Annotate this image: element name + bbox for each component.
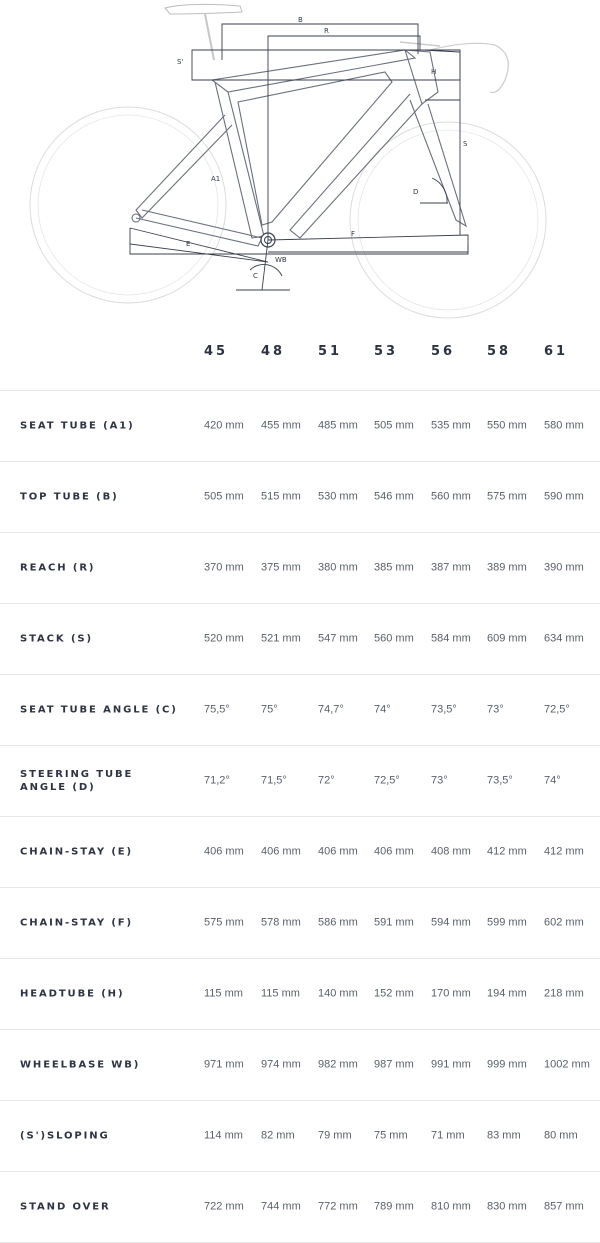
table-cell: 71,5° [261,774,287,787]
table-cell: 974 mm [261,1058,301,1071]
table-cell: 602 mm [544,916,584,929]
table-cell: 971 mm [204,1058,244,1071]
table-cell: 412 mm [544,845,584,858]
table-cell: 385 mm [374,561,414,574]
table-cell: 80 mm [544,1129,578,1142]
table-cell: 73° [487,703,504,716]
dim-F [268,235,468,252]
table-cell: 420 mm [204,419,244,432]
size-header-58: 58 [487,344,512,359]
frame [132,50,466,246]
row-label: SEAT TUBE ANGLE (C) [20,704,178,716]
table-cell: 82 mm [261,1129,295,1142]
table-cell: 991 mm [431,1058,471,1071]
table-cell: 586 mm [318,916,358,929]
table-cell: 789 mm [374,1200,414,1213]
table-cell: 406 mm [261,845,301,858]
rear-rim [38,115,221,295]
table-cell: 575 mm [487,490,527,503]
chain-stay [136,210,262,246]
dim-H [422,50,460,100]
table-cell: 634 mm [544,632,584,645]
table-cell: 580 mm [544,419,584,432]
dim-B [222,24,418,60]
row-label: STEERING TUBE ANGLE (D) [20,769,134,793]
table-cell: 455 mm [261,419,301,432]
table-cell: 389 mm [487,561,527,574]
table-row [0,604,600,675]
table-cell: 74,7° [318,703,344,716]
table-cell: 599 mm [487,916,527,929]
down-tube [290,94,422,238]
row-label: CHAIN-STAY (E) [20,846,134,858]
table-cell: 75° [261,703,278,716]
dim-D [420,178,448,203]
table-cell: 72,5° [374,774,400,787]
table-cell: 546 mm [374,490,414,503]
row-label: HEADTUBE (H) [20,988,125,1000]
seat-tube [215,82,264,238]
table-cell: 982 mm [318,1058,358,1071]
dim-C [236,240,290,290]
table-row [0,1172,600,1243]
row-label: STACK (S) [20,633,93,645]
table-cell: 72,5° [544,703,570,716]
row-label: STAND OVER [20,1201,111,1213]
size-header-53: 53 [374,344,399,359]
table-cell: 575 mm [204,916,244,929]
table-cell: 515 mm [261,490,301,503]
dim-letter-C: C [253,272,258,280]
dim-letter-F: F [351,230,356,238]
table-cell: 73,5° [431,703,457,716]
size-header-51: 51 [318,344,343,359]
table-row [0,533,600,604]
row-label: CHAIN-STAY (F) [20,917,134,929]
table-cell: 744 mm [261,1200,301,1213]
table-cell: 520 mm [204,632,244,645]
table-cell: 550 mm [487,419,527,432]
table-cell: 560 mm [431,490,471,503]
dim-S-prime [192,50,460,80]
rear-wheel [30,107,226,303]
table-row [0,888,600,959]
bike-geometry-diagram [0,0,600,330]
table-cell: 584 mm [431,632,471,645]
row-label: SEAT TUBE (A1) [20,420,135,432]
table-cell: 578 mm [261,916,301,929]
dim-letter-A1: A1 [211,175,221,183]
table-cell: 560 mm [374,632,414,645]
table-row [0,675,600,746]
table-cell: 75,5° [204,703,230,716]
table-cell: 114 mm [204,1129,243,1142]
size-header-48: 48 [261,344,286,359]
table-cell: 535 mm [431,419,471,432]
table-cell: 406 mm [318,845,358,858]
saddle [165,4,242,14]
geometry-table [0,330,600,1243]
table-cell: 140 mm [318,987,358,1000]
table-cell: 857 mm [544,1200,584,1213]
table-cell: 609 mm [487,632,527,645]
table-row [0,959,600,1030]
size-header-45: 45 [204,344,229,359]
table-cell: 79 mm [318,1129,352,1142]
table-cell: 218 mm [544,987,584,1000]
dim-letter-S: S [463,140,468,148]
table-cell: 485 mm [318,419,358,432]
table-cell: 999 mm [487,1058,527,1071]
seatpost [205,14,214,60]
table-cell: 375 mm [261,561,301,574]
row-label: TOP TUBE (B) [20,491,119,503]
dim-letter-WB: WB [275,256,287,264]
table-cell: 115 mm [204,987,243,1000]
table-cell: 71 mm [431,1129,465,1142]
dim-letter-S-prime: S' [177,58,184,66]
table-cell: 987 mm [374,1058,414,1071]
bike-frame-drawing [0,0,600,330]
table-cell: 73,5° [487,774,513,787]
table-cell: 830 mm [487,1200,527,1213]
table-cell: 722 mm [204,1200,244,1213]
dim-letter-B: B [298,16,303,24]
table-cell: 83 mm [487,1129,521,1142]
table-row [0,462,600,533]
table-cell: 115 mm [261,987,300,1000]
size-header-row [0,330,600,391]
table-cell: 75 mm [374,1129,408,1142]
front-rim [358,130,538,310]
table-cell: 390 mm [544,561,584,574]
table-cell: 74° [544,774,561,787]
table-cell: 1002 mm [544,1058,590,1071]
table-cell: 170 mm [431,987,471,1000]
table-cell: 73° [431,774,448,787]
table-cell: 505 mm [374,419,414,432]
head-tube [405,50,438,104]
table-cell: 594 mm [431,916,471,929]
table-cell: 74° [374,703,391,716]
table-cell: 505 mm [204,490,244,503]
table-row [0,817,600,888]
table-cell: 521 mm [261,632,301,645]
table-cell: 72° [318,774,335,787]
dim-letter-R: R [324,27,329,35]
size-header-56: 56 [431,344,456,359]
dim-letter-D: D [413,188,419,196]
table-cell: 530 mm [318,490,358,503]
table-cell: 194 mm [487,987,527,1000]
table-row [0,1030,600,1101]
row-label: (S')SLOPING [20,1130,110,1142]
table-cell: 810 mm [431,1200,471,1213]
table-cell: 772 mm [318,1200,358,1213]
table-row [0,746,600,817]
table-cell: 591 mm [374,916,414,929]
dim-E [130,228,268,262]
dim-WB [130,244,468,254]
table-cell: 370 mm [204,561,244,574]
table-cell: 152 mm [374,987,414,1000]
table-row [0,391,600,462]
dim-letter-E: E [186,240,191,248]
table-cell: 387 mm [431,561,471,574]
table-cell: 406 mm [204,845,244,858]
table-cell: 547 mm [318,632,358,645]
table-cell: 380 mm [318,561,358,574]
table-cell: 412 mm [487,845,527,858]
table-cell: 590 mm [544,490,584,503]
table-cell: 408 mm [431,845,471,858]
table-row [0,1101,600,1172]
row-label: WHEELBASE WB) [20,1059,141,1071]
geometry-rows [0,391,600,1243]
table-cell: 71,2° [204,774,230,787]
top-tube [212,50,415,92]
row-label: REACH (R) [20,562,96,574]
fork [410,100,466,226]
dim-letter-H: H [431,68,437,76]
size-header-61: 61 [544,344,569,359]
table-cell: 406 mm [374,845,414,858]
